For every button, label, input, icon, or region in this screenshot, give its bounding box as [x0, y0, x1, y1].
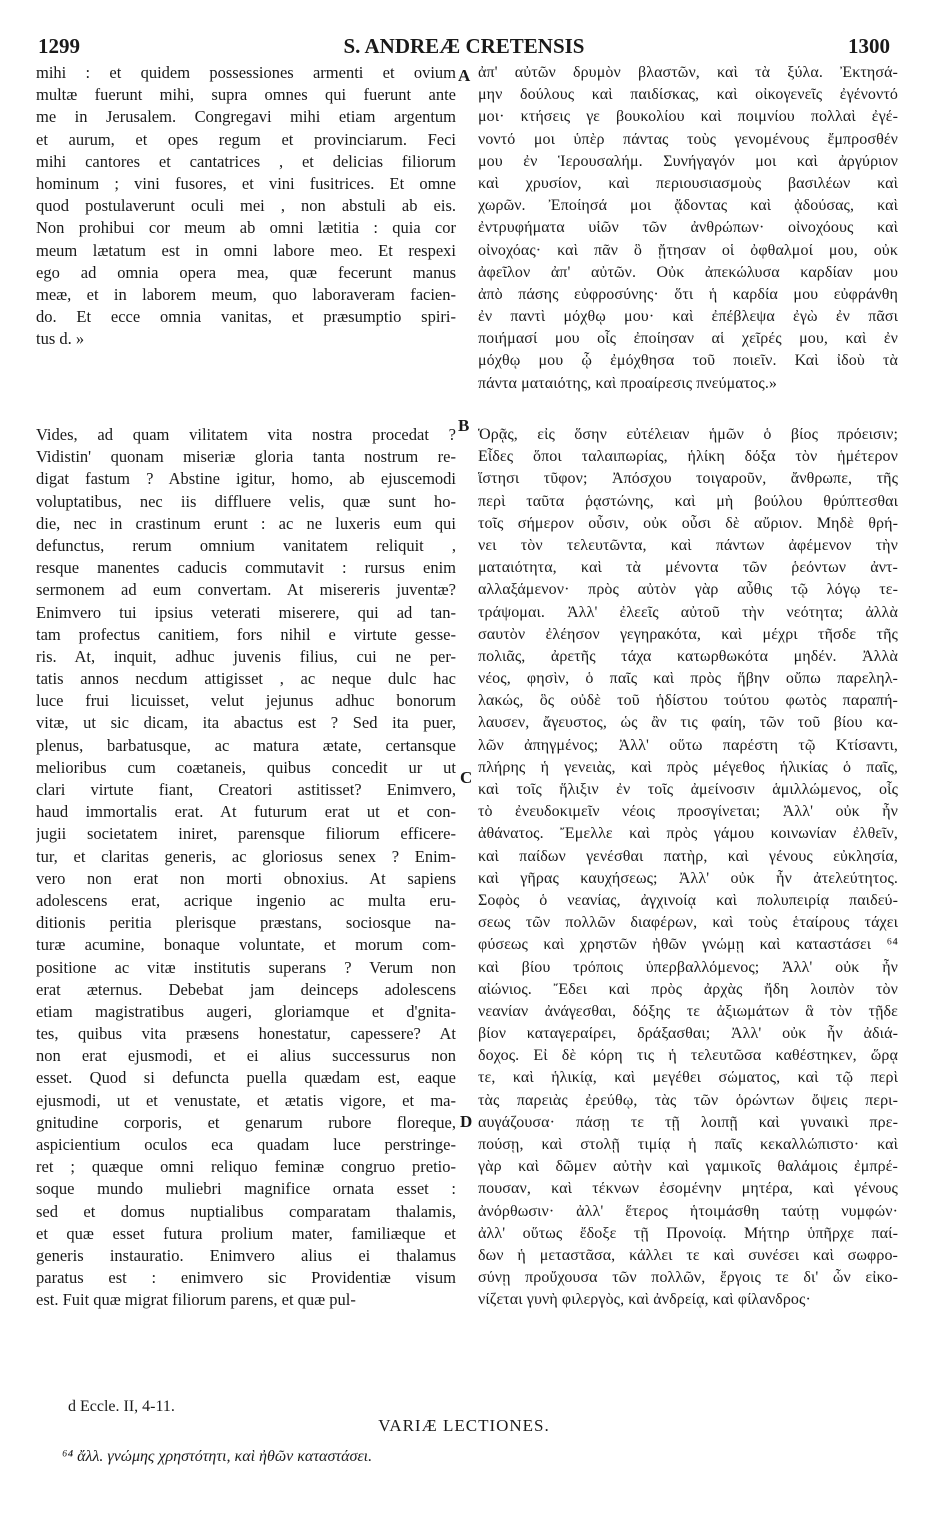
text-line: ἐντρυφήματα υἱῶν τῶν ἀνθρώπων· οἰνοχόους καὶ	[478, 219, 898, 237]
running-title: S. ANDREÆ CRETENSIS	[343, 34, 585, 58]
text-line: καὶ τοῖς ἥλιξιν ἐν τοῖς ἀμείνοσιν ἁμιλλώμενος, οἷς	[478, 781, 898, 798]
text-line: luce frui licuisset, velut jejunus adhuc bonorum	[36, 691, 456, 711]
text-line: adolescens erat, acrique ingenio ac multa eru-	[36, 890, 456, 910]
text-line: aspicientium oculos eca quadam luce perstringe-	[36, 1135, 456, 1154]
text-line: paratus est : enimvero sic Providentiæ visum	[36, 1268, 456, 1288]
text-line: αυγάζουσα· πάσῃ τε τῇ λοιπῇ καὶ γυναικὶ πρε-	[478, 1113, 898, 1131]
text-line: ποιήμασί μου οἷς ἐποίησαν αἱ χεῖρές μου, καὶ ἐν	[478, 330, 898, 348]
text-line: ματαιότητα, καὶ τὰ μένοντα τῶν ῥεόντων ἀντ-	[478, 559, 898, 577]
text-line: do. Et ecce omnia vanitas, et præsumptio spiri-	[36, 307, 456, 327]
text-line: generis instauratio. Enimvero alius ei thalamus	[36, 1245, 456, 1265]
text-line: σεως τῶν πολλῶν διαφέρων, καὶ τοὺς ἑταίρους τάχει	[478, 914, 898, 932]
text-line: est. Fuit quæ migrat filiorum parens, et quæ pul-	[36, 1290, 356, 1310]
text-line: defunctus, rerum omnium vanitatem reliquit ,	[36, 535, 456, 555]
text-line: et quæ esset futura prolium mater, familiæque et	[36, 1223, 456, 1243]
text-line: meum lætatum est in omni labore meo. Et respexi	[36, 240, 456, 260]
text-line: σαυτὸν ἐλέησον γεγηρακότα, καὶ μέχρι τῆσδε τῆς	[478, 625, 898, 643]
text-line: tam profectus canitiem, fors nihil e virtute gesse-	[36, 624, 456, 644]
text-line: τὰς παρειὰς ἐρεύθῳ, τὰς τῶν ὁρώντων ὄψεις περι-	[478, 1091, 898, 1109]
variant-reading: ⁶⁴ ἄλλ. γνώμης χρηστότητι, καὶ ἠθῶν καταστάσει.	[62, 1448, 373, 1465]
greek-block-1	[478, 62, 898, 395]
page-number-right: 1300	[848, 34, 890, 58]
text-line: μοι· κτήσεις γε βουκολίου καὶ ποιμνίου πολλαὶ ἐγέ-	[478, 108, 898, 126]
text-line: multæ fuerunt mihi, supra omnes qui fuerunt ante	[36, 85, 456, 105]
variae-lectiones-heading: VARIÆ LECTIONES.	[378, 1416, 550, 1435]
text-line: τοῖς σήμερον οὖσιν, οὐκ οὖσι δὲ αὔριον. Μηδὲ θρή-	[478, 514, 898, 532]
margin-marker-b: B	[458, 416, 470, 435]
text-line: καὶ γῆρας καυχήσεως; Ἀλλ' οὐκ ἦν ἀτελεύτητος.	[478, 869, 898, 887]
text-line: erat æternus. Debebat jam deinceps adolescens	[36, 979, 456, 999]
text-line: λαυσεν, ἄγευστος, ὡς ἂν τις φαίη, τῶν τοῦ βίου κα-	[478, 714, 898, 732]
greek-block-2	[478, 424, 898, 1312]
text-line: plenus, barbatusque, ac matura ætate, certansque	[36, 735, 456, 755]
text-line: gnitudine corporis, et genarum rubore floreque,	[36, 1112, 456, 1132]
footnote: d Eccle. II, 4-11.	[68, 1398, 175, 1415]
text-line: βίον καταγεραίρει, δράξασθαι; Ἀλλ' οὐκ ἦν ἀδιά-	[478, 1025, 898, 1043]
text-line: sed et domus nuptialibus comparatam thalamis,	[36, 1201, 456, 1221]
text-line: τὸ ἐνευδοκιμεῖν νέοις προσγίνεται; Ἀλλ' οὐκ ἦν	[478, 803, 898, 821]
page-number-left: 1299	[38, 34, 80, 58]
text-line: digat fastum ? Abstine igitur, homo, ab ejuscemodi	[36, 469, 456, 489]
text-line: vero non erat non morti obnoxius. At sapiens	[36, 868, 456, 888]
text-line: turæ acumine, bonaque voluntate, et morum com-	[36, 935, 456, 955]
text-line: μην δούλους καὶ παιδίσκας, καὶ οἰκογενεῖς ἐγένοντό	[478, 86, 898, 104]
text-line: Ὁρᾷς, εἰς ὅσην εὐτέλειαν ἡμῶν ὁ βίος πρόεισιν;	[478, 426, 898, 443]
text-line: esset. Quod si defuncta puella quædam est, eaque	[36, 1068, 456, 1088]
text-line: γὰρ καὶ δῶμεν αὐτὴν καὶ γαμικοῖς θαλάμοις ἐμπρέ-	[478, 1158, 898, 1176]
text-line: Vidistin' quonam miseriæ gloria tanta nostrum re-	[36, 447, 456, 467]
text-line: ἀνόρθωσιν· ἀλλ' ἕτερος ἡτοιμάσθη ταύτῃ νυμφών·	[478, 1202, 898, 1220]
text-line: Non prohibui cor meum ab omni lætitia : quia cor	[36, 218, 456, 238]
text-line: τε, καὶ ἡλικίᾳ, καὶ μεγέθει σώματος, καὶ τῷ περὶ	[478, 1069, 898, 1087]
text-line: ditionis peritia plerisque præstans, sociosque na-	[36, 913, 456, 933]
text-line: ego ad omnia opera mea, quæ fecerunt manus	[36, 262, 456, 282]
text-line: λῶν ἀπηγμένος; Ἀλλ' οὕτω παρέστη τῷ Κτίσαντι,	[478, 736, 898, 754]
text-line: hominum ; vini fusores, et vini fusitrices. Et omne	[36, 173, 456, 193]
text-line: ἀφεῖλον ἀπ' αὐτῶν. Οὐκ ἀπεκώλυσα καρδίαν μου	[478, 263, 898, 281]
text-line: ἀλλ' οὕτως ἔδοξε τῇ Προνοίᾳ. Μήτηρ ὑπῆρχε παί-	[478, 1224, 898, 1242]
text-line: μου ἐν Ἱερουσαλήμ. Συνήγαγόν μοι καὶ ἀργύριον	[478, 152, 898, 170]
margin-marker-c: C	[460, 768, 473, 787]
text-line: Vides, ad quam vilitatem vita nostra procedat ?	[36, 425, 456, 444]
text-line: ejusmodi, ut et venustate, et ætatis vigore, et ma-	[36, 1090, 456, 1110]
text-line: νοντό μοι ὑπὲρ πάντας τοὺς γενομένους ἔμπροσθέν	[478, 130, 898, 148]
text-line: λακώς, ὃς οὐδὲ τοῦ ἡδίστου τούτου φωτὸς παραπή-	[478, 692, 898, 710]
text-line: vitæ, ut sic dicam, ita abactus est ? Sed ita puer,	[36, 713, 456, 733]
text-line: αλλαξάμενον· πρὸς αὐτὸν γὰρ αὖθις τῷ λόγῳ τε-	[478, 581, 898, 599]
text-line: πούσῃ, καὶ στολῇ τιμίᾳ ἡ παῖς κεκαλλώπιστο· καὶ	[478, 1136, 898, 1153]
text-line: πάντα ματαιότης, καὶ προαίρεσις πνεύματος.»	[478, 374, 778, 392]
text-line: quod postulaverunt oculi mei , non abstuli ab eis.	[36, 196, 456, 216]
text-line: soque mundo muliebri magnifice ornata esset :	[36, 1179, 456, 1199]
text-line: melioribus cum coætaneis, quibus concedit ur ut	[36, 757, 456, 777]
text-line: positione ac vitæ institutis superans ? Verum non	[36, 957, 456, 977]
text-line: αἰώνιος. Ἔδει καὶ πρὸς ἀρχὰς ἤδη λοιπὸν τὸν	[478, 980, 898, 998]
text-line: καὶ παίδων γενέσθαι πατὴρ, καὶ γένους εὐκλησία,	[478, 847, 898, 865]
text-line: sermonem ad eum convertam. At misereris juventæ?	[36, 580, 456, 600]
text-line: ἐν παντὶ μόχθῳ μου· καὶ ἐπέβλεψα ἐγὼ ἐν πᾶσι	[478, 308, 898, 326]
text-line: νίζεται γυνὴ φιλεργὸς, καὶ ἀνδρείᾳ, καὶ φίλανδρος·	[478, 1291, 811, 1309]
latin-block-2	[36, 424, 456, 1312]
text-line: haud immortalis erat. At futurum erat ut et con-	[36, 802, 456, 822]
latin-block-1	[36, 62, 456, 350]
text-line: ἵστησι τῦφον; Ἀπόσχου τοιγαροῦν, ἄνθρωπε, τῆς	[478, 470, 898, 488]
text-line: ret ; quæque omni reliquo feminæ congruo pretio-	[36, 1157, 456, 1177]
margin-marker-d: D	[460, 1112, 473, 1131]
margin-marker-a: A	[458, 66, 471, 85]
text-line: πουσαν, καὶ τέκνων ἐσομένην μητέρα, καὶ γένους	[478, 1180, 898, 1198]
text-line: Enimvero tui ipsius veterati miserere, qui ad tan-	[36, 602, 456, 622]
text-line: πολιᾶς, ἀρετῆς τάχα κατωρθωκότα μηδέν. Ἀλλὰ	[478, 647, 898, 665]
text-line: δοχος. Εἰ δὲ κόρη τις ἡ τελευτῶσα καθέστηκεν, ὥρᾳ	[478, 1047, 898, 1065]
page-header	[38, 34, 890, 64]
text-line: τράψομαι. Ἀλλ' ἐλεεῖς αὐτοῦ τὴν νεότητα; ἀλλὰ	[478, 603, 898, 621]
text-line: καὶ βίου τρόποις ὑπερβαλλόμενος; Ἀλλ' οὐκ ἦν	[478, 958, 898, 976]
text-line: δων ἡ μεταστᾶσα, κάλλει τε καὶ συνέσει καὶ σωφρο-	[478, 1246, 898, 1264]
text-line: νει τὸν τελευτῶντα, καὶ πάντων ἀφέμενον τὴν	[478, 536, 898, 554]
text-line: καὶ χρυσίον, καὶ περιουσιασμοὺς βασιλέων καὶ	[478, 174, 898, 192]
text-line: σύνῃ προὔχουσα τῶν πολλῶν, ἔργοις τε δι' ὧν εἰκο-	[478, 1269, 898, 1287]
text-line: χωρῶν. Ἐποίησά μοι ᾄδοντας καὶ ᾀδούσας, καὶ	[478, 197, 898, 215]
text-line: ἀθάνατος. Ἔμελλε καὶ πρὸς γάμου κοινωνίαν ἐλθεῖν,	[478, 825, 898, 843]
text-line: non erat ejusmodi, et ei alius successurus non	[36, 1046, 456, 1066]
text-line: clari virtute fiant, Creatori astitisset? Enimvero,	[36, 780, 456, 799]
text-line: voluptatibus, nec iis diffluere velis, quæ sunt ho-	[36, 491, 456, 511]
text-line: meæ, et in laborem meum, quo laboraveram facien-	[36, 284, 456, 304]
text-line: resque manentes caducis commutavit : rursus enim	[36, 558, 456, 578]
text-line: et aurum, et opes regum et provinciarum. Feci	[36, 129, 456, 149]
text-line: die, nec in crastinum erunt : ac ne luxeris eum qui	[36, 513, 456, 533]
text-line: Εἶδες ὅποι ταλαιπωρίας, ἡλίκη δόξα τὸν ἡμέτερον	[478, 448, 898, 466]
text-line: μόχθῳ μου ᾧ ἐμόχθησα τοῦ ποιεῖν. Καὶ ἰδοὺ τὰ	[478, 352, 898, 370]
text-line: νεανίαν ἀνάγεσθαι, δόξης τε ἀξιωμάτων ἃ τὸν τῇδε	[478, 1002, 898, 1020]
text-line: etiam magistratibus augeri, gloriamque et d'gnita-	[36, 1001, 456, 1021]
text-line: οἰνοχόας· καὶ πᾶν ὃ ᾔτησαν οἱ ὀφθαλμοί μου, οὐκ	[478, 241, 898, 259]
text-line: mihi : et quidem possessiones armenti et ovium	[36, 63, 456, 82]
text-line: jugii societatem iniret, parensque filiorum efficere-	[36, 824, 456, 844]
text-line: ἀπὸ πάσης εὐφροσύνης· ὅτι ἡ καρδία μου εὐφράνθη	[478, 285, 898, 303]
text-line: mihi cantores et cantatrices , et delicias filiorum	[36, 151, 456, 171]
text-line: περὶ ταῦτα ῥᾳστώνης, καὶ μὴ βούλου θρύπτεσθαι	[478, 492, 898, 510]
text-line: tur, et claritas generis, ac gloriosus senex ? Enim-	[36, 846, 456, 866]
text-line: φύσεως καὶ χρηστῶν ἠθῶν γνώμῃ καὶ καταστάσει ⁶⁴	[478, 936, 898, 954]
text-line: tatis annos necdum attigisset , ac neque dulc hac	[36, 669, 456, 689]
text-line: tes, quibus vita præsens honestatur, capessere? At	[36, 1024, 456, 1044]
text-line: νέος, φησὶν, ὁ παῖς καὶ πρὸς ἥβην οὔπω παρεληλ-	[478, 670, 898, 688]
text-line: πλήρης ἡ γενειὰς, καὶ πρὸς μέγεθος ἡλικίας ὁ παῖς,	[478, 758, 898, 776]
text-line: Σοφὸς ὁ νεανίας, ἀγχινοίᾳ καὶ πολυπειρίᾳ παιδεύ-	[478, 891, 898, 909]
text-line: tus d. »	[36, 329, 85, 349]
text-line: ἀπ' αὐτῶν δρυμὸν βλαστῶν, καὶ τὰ ξύλα. Ἐκτησά-	[478, 64, 898, 81]
text-line: ris. At, inquit, adhuc juvenis filius, cui ne per-	[36, 646, 456, 666]
text-line: me in Jerusalem. Congregavi mihi etiam argentum	[36, 107, 456, 127]
